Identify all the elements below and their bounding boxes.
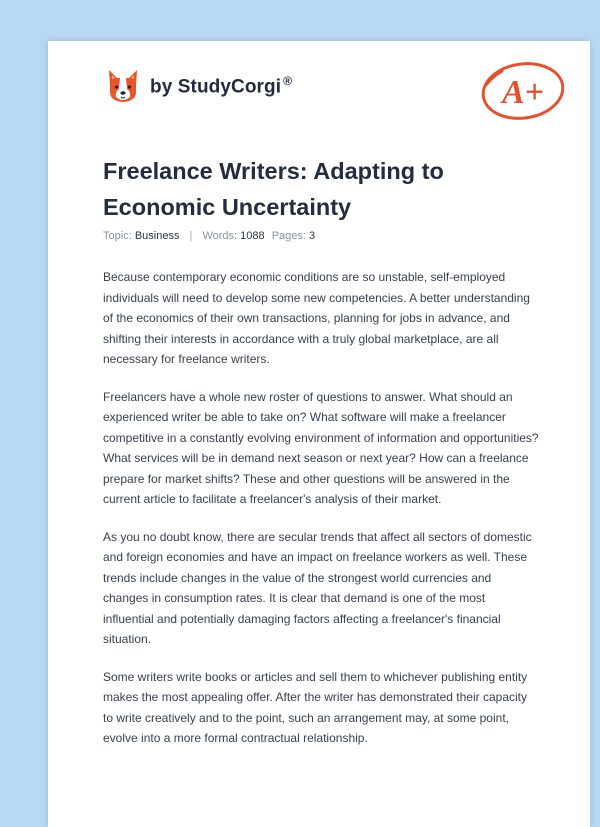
pages-label: Pages: [271,230,306,242]
corgi-logo-icon [104,67,142,105]
meta-separator: | [189,230,193,242]
topic-label: Topic: [103,230,132,242]
grade-text: A+ [501,74,545,111]
document-page [48,41,590,827]
essay-title: Freelance Writers: Adapting to Economic Uncertainty [103,158,444,220]
paragraph: As you no doubt know, there are secular trends that affect all sectors of domestic and foreign economies and have an impact on freelance workers as well. These trends include changes in the value of the strongest world currencies and changes in consumption rates. It is clear that demand is one of the most influential and potentially damaging factors affecting a freelancer's financial situation. [103,529,532,646]
pages-value: 3 [309,230,316,242]
paragraph: Some writers write books or articles and sell them to whichever publishing entity makes the most appealing offer. After the writer has demonstrated their capacity to write creatively and to the point, such an arrangement may, at some point, evolve into a more formal contractual relationship. [103,669,528,745]
paragraph: Because contemporary economic conditions are so unstable, self-employed individuals will need to develop some new competencies. A better understanding of the economics of their own transactions, planning for jobs in advance, and shifting their interests in accordance with a truly global marketplace, are all necessary for freelance writers. [103,270,530,366]
paragraph: Freelancers have a whole new roster of questions to answer. What should an experienced writer be able to take on? What software will make a freelancer competitive in a constantly evolving environment of information and opportunities? What services will be in demand next season or next year? How can a freelance prepare for market shifts? These and other questions will be answered in the current article to facilitate a freelancer's analysis of their market. [103,389,539,506]
essay-meta [103,230,315,242]
grade-a-plus-badge [478,57,568,123]
brand-header[interactable] [104,67,292,105]
words-value: 1088 [240,230,265,242]
brand-name: by StudyCorgi ® [150,73,293,98]
essay-body [103,267,539,766]
words-label: Words: [202,230,238,242]
topic-value[interactable]: Business [134,230,180,242]
